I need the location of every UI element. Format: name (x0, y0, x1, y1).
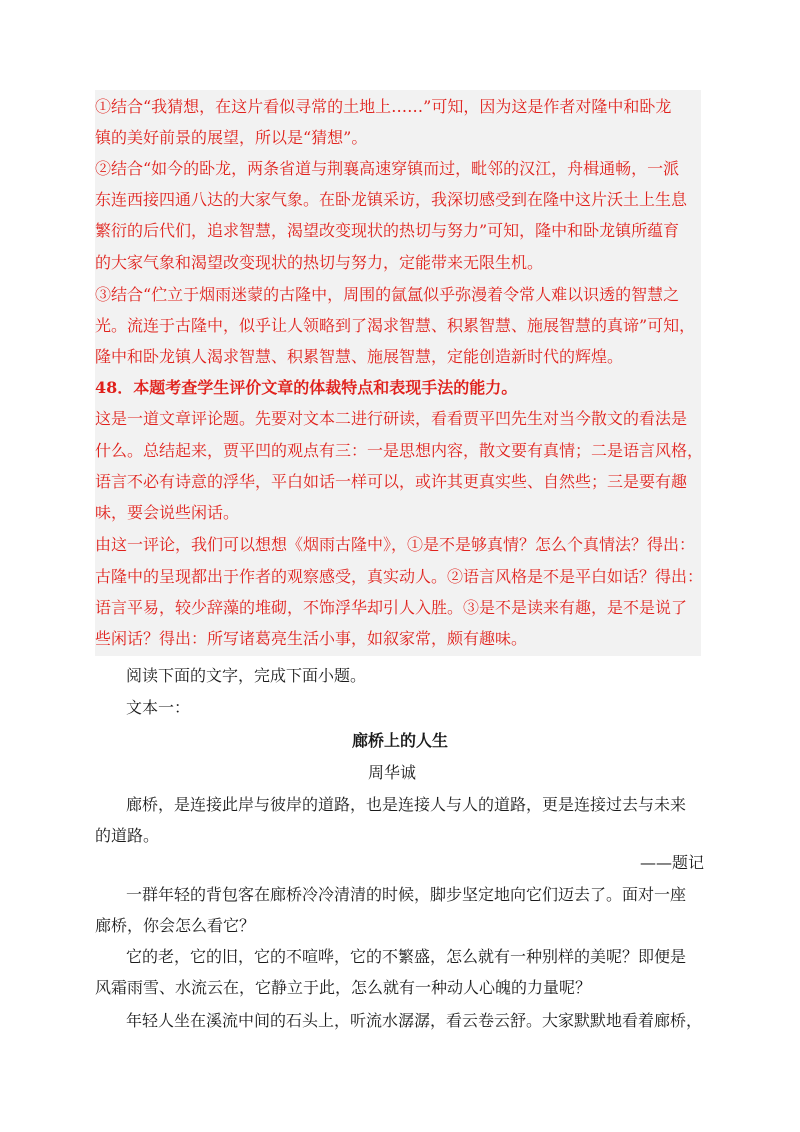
answer-line: 什么。总结起来，贾平凹的观点有三：一是思想内容，散文要有真情；二是语言风格， (95, 441, 704, 460)
answer-line: 繁衍的后代们，追求智慧，渴望改变现状的热切与努力”可知，隆中和卧龙镇所蕴育 (95, 221, 680, 240)
article-author: 周华诚 (368, 763, 417, 782)
answer-line: 隆中和卧龙镇人渴求智慧、积累智慧、施展智慧，定能创造新时代的辉煌。 (95, 347, 624, 366)
answer-line: ②结合“如今的卧龙，两条省道与荆襄高速穿镇而过，毗邻的汉江，舟楫通畅，一派 (95, 159, 680, 178)
answer-line: 语言不必有诗意的浮华，平白如话一样可以，或许其更真实些、自然些；三是要有趣 (95, 472, 688, 491)
answer-line: 些闲话？得出：所写诸葛亮生活小事，如叙家常，颇有趣味。 (95, 629, 528, 648)
answer-line: 古隆中的呈现都出于作者的观察感受，真实动人。②语言风格是不是平白如话？得出： (95, 567, 704, 586)
reading-instruction: 阅读下面的文字，完成下面小题。 (126, 666, 367, 685)
epigraph-line: 的道路。 (95, 826, 160, 845)
answer-line: 语言平易，较少辞藻的堆砌，不饰浮华却引人入胜。③是不是读来有趣，是不是说了 (95, 598, 688, 617)
epigraph-source: ——题记 (640, 853, 705, 872)
article-title: 廊桥上的人生 (352, 731, 449, 750)
answer-line: 的大家气象和渴望改变现状的热切与努力，定能带来无限生机。 (95, 253, 544, 272)
answer-line: 味，要会说些闲话。 (95, 503, 240, 522)
epigraph-line: 廊桥，是连接此岸与彼岸的道路，也是连接人与人的道路，更是连接过去与未来 (126, 795, 687, 814)
answer-line: ①结合“我猜想，在这片看似寻常的土地上……”可知，因为这是作者对隆中和卧龙 (95, 97, 672, 116)
answer-line: 光。流连于古隆中，似乎让人领略到了渴求智慧、积累智慧、施展智慧的真谛”可知， (95, 316, 696, 335)
answer-line: 由这一评论，我们可以想想《烟雨古隆中》，①是不是够真情？怎么个真情法？得出： (95, 535, 696, 554)
paragraph-line: 风霜雨雪、水流云在，它静立于此，怎么就有一种动人心魄的力量呢？ (95, 978, 592, 997)
paragraph-line: 它的老，它的旧，它的不喧哗，它的不繁盛，怎么就有一种别样的美呢？即便是 (126, 947, 687, 966)
paragraph-line: 年轻人坐在溪流中间的石头上，听流水潺潺，看云卷云舒。大家默默地看着廊桥， (126, 1011, 703, 1030)
answer-line: 镇的美好前景的展望，所以是“猜想”。 (95, 128, 368, 147)
text-one-label: 文本一： (126, 698, 191, 717)
answer-line: ③结合“伫立于烟雨迷蒙的古隆中，周围的氤氲似乎弥漫着令常人难以识透的智慧之 (95, 285, 680, 304)
answer-line: 这是一道文章评论题。先要对文本二进行研读，看看贾平凹先生对当今散文的看法是 (95, 409, 688, 428)
question-48-heading: 48．本题考查学生评价文章的体裁特点和表现手法的能力。 (95, 378, 518, 397)
answer-line: 东连西接四通八达的大家气象。在卧龙镇采访，我深切感受到在隆中这片沃土上生息 (95, 190, 688, 209)
paragraph-line: 廊桥，你会怎么看它？ (95, 916, 256, 935)
paragraph-line: 一群年轻的背包客在廊桥冷冷清清的时候，脚步坚定地向它们迈去了。面对一座 (126, 885, 687, 904)
